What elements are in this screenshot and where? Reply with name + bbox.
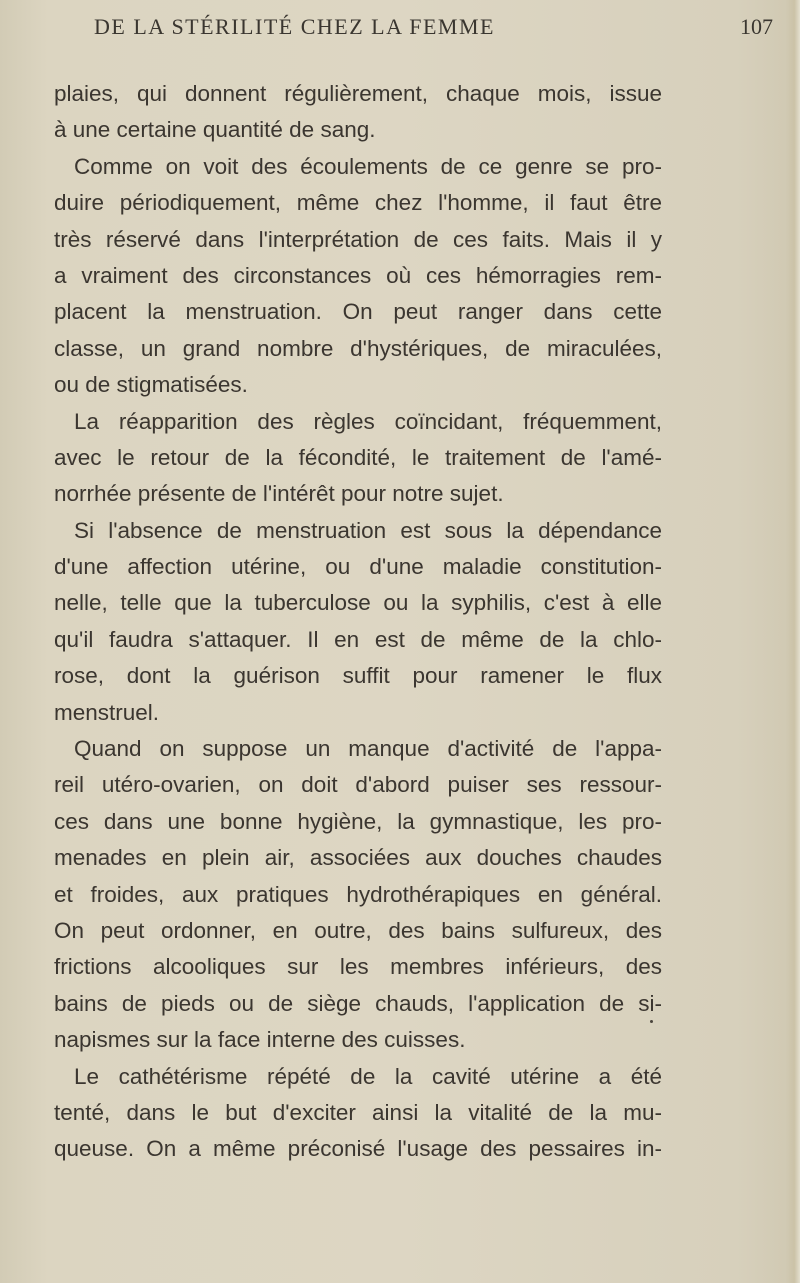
text-line: nelle, telle que la tuberculose ou la syphilis, c'est à elle [54,590,662,616]
body-text [54,76,662,1168]
text-line: ces dans une bonne hygiène, la gymnastique, les pro- [54,808,662,834]
page-edge [786,0,800,1283]
text-line: avec le retour de la fécondité, le traitement de l'amé- [54,444,662,470]
text-line: norrhée présente de l'intérêt pour notre sujet. [54,481,504,507]
text-line: classe, un grand nombre d'hystériques, de miraculées, [54,335,662,361]
text-line: plaies, qui donnent régulièrement, chaque mois, issue [54,81,662,106]
text-line: à une certaine quantité de sang. [54,117,376,143]
text-line: ou de stigmatisées. [54,372,248,398]
text-line: et froides, aux pratiques hydrothérapiques en général. [54,881,662,907]
page-number: 107 [740,14,773,39]
running-head-title: DE LA STÉRILITÉ CHEZ LA FEMME [94,14,495,39]
text-line: d'une affection utérine, ou d'une maladie constitution- [54,554,662,580]
text-line: très réservé dans l'interprétation de ces faits. Mais il y [54,226,662,252]
text-line: placent la menstruation. On peut ranger dans cette [54,299,662,325]
text-line: Quand on suppose un manque d'activité de l'appa- [74,736,662,762]
text-line: bains de pieds ou de siège chauds, l'application de si- [54,990,662,1016]
text-line: menstruel. [54,699,160,725]
text-line: napismes sur la face interne des cuisses. [54,1027,466,1053]
text-line: menades en plein air, associées aux douches chaudes [54,845,662,871]
ink-speck [650,1020,653,1023]
text-line: Si l'absence de menstruation est sous la dépendance [74,517,662,543]
text-line: qu'il faudra s'attaquer. Il en est de même de la chlo- [54,626,662,652]
text-line: Comme on voit des écoulements de ce genre se pro- [74,153,662,179]
text-line: On peut ordonner, en outre, des bains sulfureux, des [54,917,662,943]
text-line: queuse. On a même préconisé l'usage des pessaires in- [54,1136,662,1162]
text-line: Le cathétérisme répété de la cavité utérine a été [74,1063,662,1089]
text-line: rose, dont la guérison suffit pour ramener le flux [54,663,662,689]
text-line: reil utéro-ovarien, on doit d'abord puiser ses ressour- [54,772,662,798]
text-line: tenté, dans le but d'exciter ainsi la vitalité de la mu- [54,1099,662,1125]
text-line: frictions alcooliques sur les membres inférieurs, des [54,954,662,980]
text-line: duire périodiquement, même chez l'homme, il faut être [54,190,662,216]
text-line: a vraiment des circonstances où ces hémorragies rem- [54,262,662,288]
text-line: La réapparition des règles coïncidant, fréquemment, [74,408,662,434]
running-head [0,6,800,46]
